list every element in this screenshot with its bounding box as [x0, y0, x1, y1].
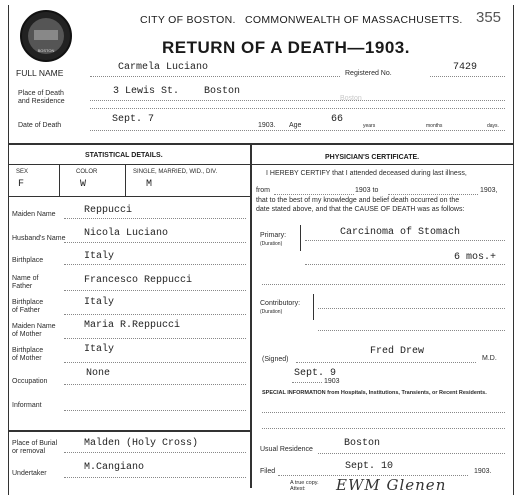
- father-birthplace-value: Italy: [84, 297, 115, 308]
- date-line: [90, 130, 505, 131]
- date-of-death-label: Date of Death: [18, 122, 62, 129]
- from-label: from: [256, 187, 270, 194]
- year-1903: 1903.: [258, 122, 276, 129]
- md-label: M.D.: [482, 355, 497, 362]
- father-birthplace-label: Birthplace of Father: [12, 299, 44, 314]
- registered-label: Registered No.: [345, 70, 392, 77]
- filed-date: Sept. 10: [345, 461, 394, 472]
- row-line: [64, 338, 246, 339]
- color-value: W: [80, 179, 87, 190]
- place-stamp: Boston: [340, 95, 362, 102]
- page-left-border: [8, 5, 9, 495]
- row-line: [64, 314, 246, 315]
- marital-value: M: [146, 179, 153, 190]
- physician-heading: PHYSICIAN'S CERTIFICATE.: [325, 154, 420, 161]
- contributory-duration-label: (Duration): [260, 309, 283, 315]
- sex-value: F: [18, 179, 25, 190]
- physician-heading-line: [252, 164, 514, 165]
- contributory-line-2: [318, 330, 505, 331]
- husband-name-label: Husband's Name: [12, 235, 66, 242]
- registered-line: [430, 76, 505, 77]
- special-information: SPECIAL INFORMATION from Hospitals, Institutions, Transients, or Recent Residents.: [262, 390, 487, 396]
- sex-row-bottom: [8, 196, 252, 197]
- attest-signature: EWM Glenen: [336, 476, 447, 494]
- full-name-value: Carmela Luciano: [118, 62, 209, 73]
- contributory-bracket: [313, 294, 314, 320]
- maiden-name-label: Maiden Name: [12, 211, 56, 218]
- sign-date-line: [292, 382, 322, 383]
- certify-text: I HEREBY CERTIFY that I attended deceased during last illness,: [266, 170, 467, 177]
- seal-text: BOSTON: [37, 48, 55, 53]
- husband-name-value: Nicola Luciano: [84, 228, 169, 239]
- stats-heading: STATISTICAL DETAILS.: [85, 152, 163, 159]
- months-label: months: [426, 123, 443, 129]
- city-header: CITY OF BOSTON.: [140, 14, 236, 26]
- residence-label: Usual Residence: [260, 446, 313, 453]
- color-label: COLOR: [76, 169, 98, 175]
- table-top-border: [8, 143, 514, 145]
- row-line: [64, 218, 246, 219]
- undertaker-label: Undertaker: [12, 470, 47, 477]
- full-name-label: FULL NAME: [16, 68, 64, 78]
- place-line-2: [90, 108, 505, 109]
- primary-line: [305, 240, 505, 241]
- to-line: [388, 194, 478, 195]
- days-label: days.: [487, 123, 499, 129]
- color-divider: [125, 164, 126, 196]
- sign-year: 1903: [324, 378, 340, 385]
- maiden-name-value: Reppucci: [84, 205, 133, 216]
- certify-line-3: date stated above, and that the CAUSE OF DEATH was as follows:: [256, 206, 465, 213]
- special-line: [262, 412, 505, 413]
- undertaker-value: M.Cangiano: [84, 462, 145, 473]
- city-seal: [20, 10, 72, 62]
- row-line: [64, 264, 246, 265]
- special-line-2: [262, 428, 505, 429]
- mother-birthplace-label: Birthplace of Mother: [12, 347, 44, 362]
- row-line: [64, 410, 246, 411]
- physician-signature: Fred Drew: [370, 346, 425, 357]
- signed-label: (Signed): [262, 356, 289, 363]
- informant-label: Informant: [12, 402, 42, 409]
- filed-label: Filed: [260, 468, 276, 475]
- years-label: years: [363, 123, 376, 129]
- row-line: [64, 384, 246, 385]
- birthplace-label: Birthplace: [12, 257, 44, 264]
- from-line: [274, 194, 354, 195]
- to-year: 1903,: [480, 187, 498, 194]
- contributory-label: Contributory:: [260, 300, 301, 307]
- sex-divider: [59, 164, 60, 196]
- father-name-label: Name of Father: [12, 275, 39, 290]
- true-copy-label: A true copy. Attest:: [290, 480, 319, 492]
- burial-line: [64, 452, 246, 453]
- undertaker-line: [64, 477, 246, 478]
- primary-label: Primary:: [260, 232, 287, 239]
- mother-name-value: Maria R.Reppucci: [84, 320, 181, 331]
- place-line: [90, 100, 505, 101]
- primary-duration-label: (Duration): [260, 241, 283, 247]
- contributory-line: [318, 308, 505, 309]
- primary-bracket: [300, 225, 301, 251]
- filed-year: 1903.: [474, 468, 492, 475]
- document-title: RETURN OF A DEATH—1903.: [162, 38, 410, 57]
- stats-heading-line: [8, 164, 252, 165]
- burial-label: Place of Burial or removal: [12, 440, 58, 455]
- date-of-death: Sept. 7: [112, 114, 155, 125]
- state-header: COMMONWEALTH OF MASSACHUSETTS.: [245, 14, 463, 26]
- marital-label: SINGLE, MARRIED, WID., DIV.: [133, 169, 218, 175]
- residence-value: Boston: [344, 438, 381, 449]
- row-line: [64, 290, 246, 291]
- age-value: 66: [331, 114, 344, 125]
- mother-name-label: Maiden Name of Mother: [12, 323, 56, 338]
- page-number: 355: [476, 9, 502, 26]
- occupation-label: Occupation: [12, 378, 48, 385]
- signed-line: [296, 362, 476, 363]
- occupation-value: None: [86, 368, 111, 379]
- primary-duration: 6 mos.+: [454, 252, 497, 263]
- page-right-border: [513, 5, 514, 495]
- primary-cause: Carcinoma of Stomach: [340, 227, 461, 238]
- age-label: Age: [289, 122, 302, 129]
- father-name-value: Francesco Reppucci: [84, 275, 193, 286]
- primary-line-2: [305, 264, 505, 265]
- full-name-line: [90, 76, 340, 77]
- mother-birthplace-value: Italy: [84, 344, 115, 355]
- certify-line-2: that to the best of my knowledge and belief death occurred on the: [256, 197, 460, 204]
- sex-label: SEX: [16, 169, 29, 175]
- row-line: [64, 242, 246, 243]
- residence-line: [318, 453, 505, 454]
- place-street: 3 Lewis St.: [113, 86, 180, 97]
- birthplace-value: Italy: [84, 251, 115, 262]
- place-of-death-label: Place of Death and Residence: [18, 90, 65, 105]
- blank-line: [262, 284, 505, 285]
- sign-date: Sept. 9: [294, 368, 337, 379]
- burial-value: Malden (Holy Cross): [84, 438, 199, 449]
- registered-number: 7429: [453, 62, 478, 73]
- row-line: [64, 362, 246, 363]
- column-divider: [250, 143, 252, 488]
- place-city: Boston: [204, 86, 241, 97]
- burial-divider: [8, 430, 252, 432]
- from-year: 1903 to: [355, 187, 379, 194]
